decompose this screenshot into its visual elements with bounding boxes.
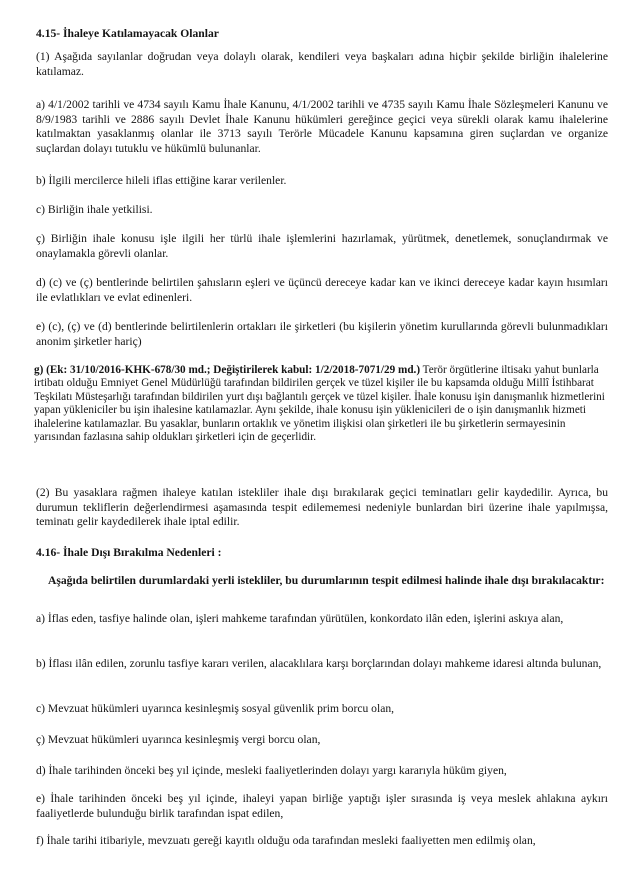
section-416-heading: 4.16- İhale Dışı Bırakılma Nedenleri : [36, 546, 222, 559]
section-415-item-cc: ç) Birliğin ihale konusu işle ilgili her türlü ihale işlemlerini hazırlamak, yürütmek, denetlemek, sonuçlandırmak ve onaylamakla görevli olanlar. [36, 232, 608, 260]
section-416-item-a: a) İflas eden, tasfiye halinde olan, işleri mahkeme tarafından yürütülen, konkordato ilân eden, işlerini askıya alan, [36, 612, 564, 625]
section-415-item-d: d) (c) ve (ç) bentlerinde belirtilen şahısların eşleri ve üçüncü dereceye kadar kan ve ikinci dereceye kadar kayın hısımları ile evlatlıkları ve evlat edinenleri. [36, 276, 608, 304]
section-415-paragraph-1: (1) Aşağıda sayılanlar doğrudan veya dolaylı olarak, kendileri veya başkaları adına hiçbir şekilde birliğin ihalelerine katılamaz. [36, 50, 608, 78]
section-416-item-cc: ç) Mevzuat hükümleri uyarınca kesinleşmiş vergi borcu olan, [36, 733, 321, 746]
section-416-item-d: d) İhale tarihinden önceki beş yıl içinde, mesleki faaliyetlerinden dolayı yargı kararıyla hüküm giyen, [36, 764, 507, 777]
section-415-item-b: b) İlgili mercilerce hileli iflas ettiğine karar verilenler. [36, 174, 287, 187]
section-415-item-g-amendment: g) (Ek: 31/10/2016-KHK-678/30 md.; Değiştirilerek kabul: 1/2/2018-7071/29 md.) [34, 364, 421, 376]
section-416-item-e: e) İhale tarihinden önceki beş yıl içinde, ihaleyi yapan birliğe yaptığı işler sırasında iş veya meslek ahlakına aykırı faaliyetlerde bulunduğu birlik tarafından ispat edilen, [36, 792, 608, 820]
section-416-item-c: c) Mevzuat hükümleri uyarınca kesinleşmiş sosyal güvenlik prim borcu olan, [36, 702, 395, 715]
section-415-item-g [34, 364, 608, 444]
section-416-item-b: b) İflası ilân edilen, zorunlu tasfiye kararı verilen, alacaklılara karşı borçlarından dolayı mahkeme idaresi altında bulunan, [36, 657, 602, 670]
section-415-item-a: a) 4/1/2002 tarihli ve 4734 sayılı Kamu İhale Kanunu, 4/1/2002 tarihli ve 4735 sayılı Kamu İhale Sözleşmeleri Kanunu ve 8/9/1983 tarihli ve 2886 sayılı Devlet İhale Kanunu hükümleri gereğince geçici veya sürekli olarak kamu ihalelerine katılmaktan yasaklanmış olanlar ile 3713 sayılı Terörle Mücadele Kanunu kapsamına giren suçlardan ve organize suçlardan dolayı tutuklu ve hükümlü bulunanlar. [36, 98, 608, 155]
section-415-heading: 4.15- İhaleye Katılamayacak Olanlar [36, 27, 219, 40]
section-416-item-f: f) İhale tarihi itibariyle, mevzuatı gereği kayıtlı olduğu oda tarafından mesleki faaliyetten men edilmiş olan, [36, 834, 536, 847]
section-416-intro: Aşağıda belirtilen durumlardaki yerli istekliler, bu durumlarının tespit edilmesi halinde ihale dışı bırakılacaktır: [48, 574, 605, 587]
section-415-item-c: c) Birliğin ihale yetkilisi. [36, 203, 153, 216]
section-415-item-e: e) (c), (ç) ve (d) bentlerinde belirtilenlerin ortakları ile şirketleri (bu kişilerin yönetim kurullarında görevli bulunmadıkları anonim şirketler hariç) [36, 320, 608, 348]
section-415-item-g-text: Terör örgütlerine iltisakı yahut bunlarla irtibatı olduğu Emniyet Genel Müdürlüğü tarafından bildirilen gerçek ve tüzel kişiler ile bu kapsamda olduğu Millî İstihbarat Teşkilatı Müsteşarlığı tarafından bildirilen yurt dışı bağlantılı gerçek ve tüzel kişiler. İhale konusu işin danışmanlık hizmetlerini yapan yükleniciler bu işin ihalesine katılamazlar. Aynı şekilde, ihale konusu işin yüklenicileri de o işin danışmanlık hizmeti ihalelerine katılamazlar. Bu yasaklar, bunların ortaklık ve yönetim ilişkisi olan şirketleri ile bu şirketlerin sermayesinin yarısından fazlasına sahip oldukları şirketleri için de geçerlidir. [34, 364, 605, 444]
section-415-paragraph-2: (2) Bu yasaklara rağmen ihaleye katılan istekliler ihale dışı bırakılarak geçici teminatları gelir kaydedilir. Ayrıca, bu durumun tekliflerin değerlendirmesi aşamasında tespit edilememesi nedeniyle bunlardan biri üzerine ihale yapılmışsa, teminatı gelir kaydedilerek ihale iptal edilir. [36, 486, 608, 529]
